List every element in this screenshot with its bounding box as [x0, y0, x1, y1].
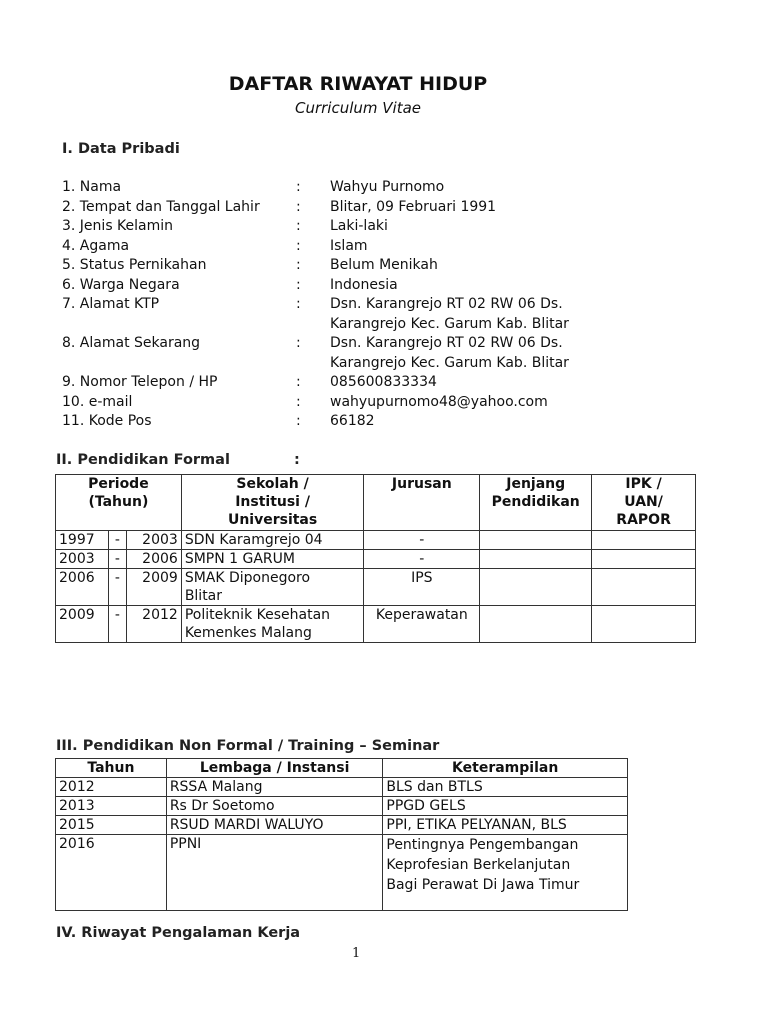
- period-sep: -: [108, 606, 126, 643]
- ipk-cell: [592, 606, 696, 643]
- field-value: [330, 217, 388, 237]
- field-value-line: Wahyu Purnomo: [330, 179, 445, 195]
- header-periode: [56, 475, 182, 531]
- document-title: DAFTAR RIWAYAT HIDUP: [228, 73, 488, 95]
- field-value-line: Dsn. Karangrejo RT 02 RW 06 Ds.: [330, 335, 563, 351]
- jenjang-cell: [480, 606, 592, 643]
- table-row: [56, 816, 628, 835]
- section-3-heading: III. Pendidikan Non Formal / Training – Seminar: [56, 738, 440, 754]
- field-label: 8. Alamat Sekarang: [62, 335, 201, 351]
- school-line: Kemenkes Malang: [184, 625, 312, 641]
- table-row: [56, 550, 696, 569]
- institution-cell: PPNI: [166, 835, 383, 911]
- field-value: [330, 198, 496, 218]
- header-line: Sekolah /: [236, 476, 309, 492]
- section-1-heading: I. Data Pribadi: [62, 141, 180, 157]
- field-label: 11. Kode Pos: [62, 413, 152, 429]
- ipk-cell: [592, 531, 696, 550]
- ipk-cell: [592, 550, 696, 569]
- header-line: Pendidikan: [491, 494, 580, 510]
- period-from: 1997: [56, 531, 109, 550]
- field-colon: :: [296, 374, 301, 390]
- section-2-heading: [56, 452, 300, 468]
- header-line: RAPOR: [616, 512, 671, 528]
- institution-cell: RSUD MARDI WALUYO: [166, 816, 383, 835]
- institution-cell: Rs Dr Soetomo: [166, 797, 383, 816]
- field-value: [330, 334, 569, 373]
- table-header-row: [56, 475, 696, 531]
- field-value: [330, 256, 438, 276]
- non-formal-training-table: [55, 758, 628, 911]
- field-colon: :: [296, 179, 301, 195]
- section-2-title: II. Pendidikan Formal: [56, 452, 230, 468]
- table-row: [56, 531, 696, 550]
- school-line: SDN Karamgrejo 04: [184, 532, 323, 548]
- skill-line: PPGD GELS: [386, 798, 466, 814]
- field-colon: :: [296, 218, 301, 234]
- header-line: Universitas: [227, 512, 318, 528]
- field-value: [330, 276, 398, 296]
- field-value-line: Karangrejo Kec. Garum Kab. Blitar: [330, 354, 569, 371]
- table-row: [56, 569, 696, 606]
- header-keterampilan: Keterampilan: [383, 759, 628, 778]
- skill-cell: [383, 797, 628, 816]
- school-cell: [181, 550, 364, 569]
- section-4-heading: IV. Riwayat Pengalaman Kerja: [56, 925, 301, 941]
- jurusan-cell: -: [364, 550, 480, 569]
- period-sep: -: [108, 550, 126, 569]
- section-2-colon: :: [294, 452, 300, 468]
- field-value-line: Blitar, 09 Februari 1991: [330, 198, 497, 215]
- header-line: Periode: [88, 476, 149, 492]
- header-line: IPK /: [625, 476, 662, 492]
- header-line: Jenjang: [506, 476, 566, 492]
- field-label: 1. Nama: [62, 179, 122, 195]
- field-colon: :: [296, 393, 301, 410]
- school-line: SMPN 1 GARUM: [184, 551, 295, 567]
- period-to: 2006: [126, 550, 181, 569]
- field-colon: :: [296, 257, 301, 273]
- school-cell: [181, 569, 364, 606]
- field-value: [330, 412, 375, 432]
- field-value-line: Belum Menikah: [330, 257, 438, 273]
- field-value-line: Islam: [330, 237, 368, 254]
- field-value-line: Laki-laki: [330, 218, 388, 234]
- field-value-line: wahyupurnomo48@yahoo.com: [330, 393, 548, 410]
- period-from: 2003: [56, 550, 109, 569]
- year-cell: 2013: [56, 797, 167, 816]
- field-colon: :: [296, 276, 301, 293]
- table-header-row: [56, 759, 628, 778]
- institution-cell: RSSA Malang: [166, 778, 383, 797]
- jurusan-cell: -: [364, 531, 480, 550]
- field-label: 2. Tempat dan Tanggal Lahir: [62, 198, 260, 215]
- field-value: [330, 237, 368, 257]
- year-cell: 2015: [56, 816, 167, 835]
- skill-line: Bagi Perawat Di Jawa Timur: [386, 877, 580, 893]
- table-row: [56, 606, 696, 643]
- table-row: [56, 797, 628, 816]
- header-lembaga: Lembaga / Instansi: [166, 759, 383, 778]
- field-colon: :: [296, 335, 301, 351]
- skill-line: PPI, ETIKA PELYANAN, BLS: [386, 817, 567, 833]
- skill-line: Pentingnya Pengembangan: [386, 837, 579, 853]
- skill-cell: [383, 835, 628, 911]
- header-line: (Tahun): [88, 494, 149, 510]
- field-label: 7. Alamat KTP: [62, 296, 160, 312]
- jenjang-cell: [480, 531, 592, 550]
- jenjang-cell: [480, 569, 592, 606]
- field-value-line: Indonesia: [330, 276, 398, 293]
- field-colon: :: [296, 296, 301, 312]
- field-label: 6. Warga Negara: [62, 276, 180, 293]
- field-value: [330, 178, 444, 198]
- table-row: [56, 778, 628, 797]
- header-line: UAN/: [624, 494, 663, 510]
- field-label: 9. Nomor Telepon / HP: [62, 374, 218, 390]
- period-to: 2012: [126, 606, 181, 643]
- school-line: Blitar: [184, 588, 223, 604]
- field-value-line: Karangrejo Kec. Garum Kab. Blitar: [330, 315, 569, 332]
- school-line: Politeknik Kesehatan: [184, 607, 331, 623]
- period-from: 2006: [56, 569, 109, 606]
- year-cell: 2016: [56, 835, 167, 911]
- field-colon: :: [296, 413, 301, 429]
- skill-cell: [383, 778, 628, 797]
- skill-line: BLS dan BTLS: [386, 779, 483, 795]
- header-ipk: [592, 475, 696, 531]
- field-label: 10. e-mail: [62, 393, 133, 410]
- formal-education-table: [55, 474, 696, 643]
- field-value-line: 66182: [330, 413, 375, 429]
- period-sep: -: [108, 531, 126, 550]
- header-tahun: Tahun: [56, 759, 167, 778]
- field-colon: :: [296, 198, 301, 215]
- table-row: [56, 835, 628, 911]
- header-jenjang: [480, 475, 592, 531]
- year-cell: 2012: [56, 778, 167, 797]
- field-value: [330, 373, 437, 393]
- field-value-line: Dsn. Karangrejo RT 02 RW 06 Ds.: [330, 296, 563, 312]
- field-value: [330, 295, 569, 334]
- field-label: 5. Status Pernikahan: [62, 257, 207, 273]
- ipk-cell: [592, 569, 696, 606]
- period-to: 2003: [126, 531, 181, 550]
- field-label: 4. Agama: [62, 237, 130, 254]
- jurusan-cell: Keperawatan: [364, 606, 480, 643]
- school-cell: [181, 531, 364, 550]
- school-cell: [181, 606, 364, 643]
- jurusan-cell: IPS: [364, 569, 480, 606]
- skill-line: Keprofesian Berkelanjutan: [386, 857, 571, 873]
- header-line: Institusi /: [235, 494, 310, 510]
- field-label: 3. Jenis Kelamin: [62, 218, 174, 234]
- skill-cell: [383, 816, 628, 835]
- period-sep: -: [108, 569, 126, 606]
- field-value: [330, 393, 548, 413]
- period-from: 2009: [56, 606, 109, 643]
- jenjang-cell: [480, 550, 592, 569]
- page-number: 1: [352, 946, 361, 961]
- header-sekolah: [181, 475, 364, 531]
- header-jurusan: Jurusan: [364, 475, 480, 531]
- field-value-line: 085600833334: [330, 374, 437, 390]
- period-to: 2009: [126, 569, 181, 606]
- school-line: SMAK Diponegoro: [184, 570, 311, 586]
- document-subtitle: Curriculum Vitae: [294, 99, 422, 117]
- field-colon: :: [296, 237, 301, 254]
